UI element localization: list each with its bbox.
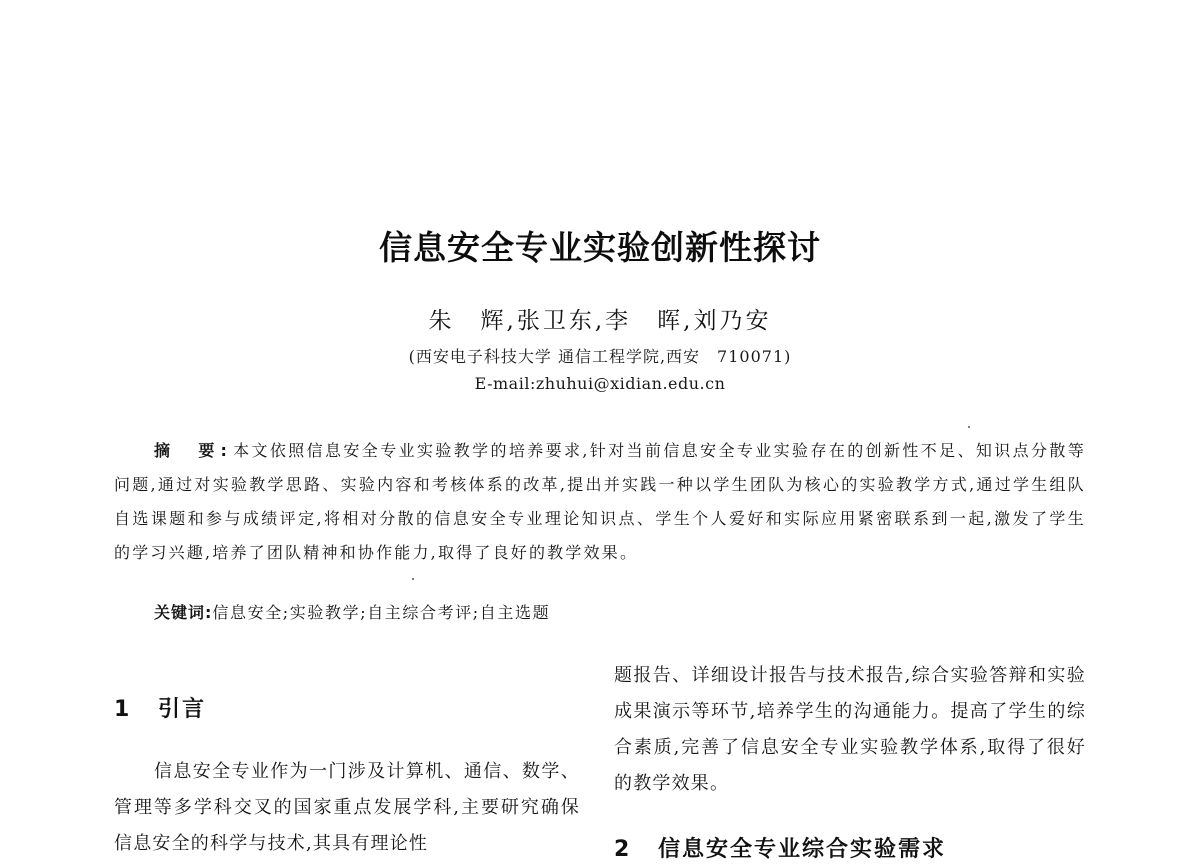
section-2-number: 2 [614, 837, 632, 862]
section-1-heading [114, 680, 580, 740]
abstract [114, 434, 1086, 570]
author-list: 朱 辉,张卫东,李 晖,刘乃安 [428, 308, 772, 334]
section-1-paragraph: 信息安全专业作为一门涉及计算机、通信、数学、管理等多学科交叉的国家重点发展学科,主要研究确保信息安全的科学与技术,其具有理论性 [114, 761, 580, 854]
right-column [614, 658, 1086, 868]
keywords-label: 关键词: [154, 603, 213, 622]
section-2-heading [614, 832, 1086, 868]
abstract-label: 摘 要: [154, 441, 233, 460]
paper-title: 信息安全专业实验创新性探讨 [379, 228, 821, 267]
scan-speck [412, 578, 414, 580]
keywords [154, 598, 1084, 628]
scan-speck [968, 426, 970, 428]
section-2-title: 信息安全专业综合实验需求 [658, 837, 947, 862]
left-column [114, 680, 580, 862]
section-1-title: 引言 [158, 697, 207, 722]
right-column-paragraph: 题报告、详细设计报告与技术报告,综合实验答辩和实验成果演示等环节,培养学生的沟通能力。提高了学生的综合素质,完善了信息安全专业实验教学体系,取得了很好的教学效果。 [614, 665, 1086, 794]
contact-email: E-mail:zhuhui@xidian.edu.cn [474, 374, 726, 393]
abstract-text: 本文依照信息安全专业实验教学的培养要求,针对当前信息安全专业实验存在的创新性不足、知识点分散等问题,通过对实验教学思路、实验内容和考核体系的改革,提出并实践一种以学生团队为核心的实验教学方式,通过学生组队自选课题和参与成绩评定,将相对分散的信息安全专业理论知识点、学生个人爱好和实际应用紧密联系到一起,激发了学生的学习兴趣,培养了团队精神和协作能力,取得了良好的教学效果。 [114, 441, 1086, 562]
keywords-text: 信息安全;实验教学;自主综合考评;自主选题 [212, 603, 551, 622]
section-1-number: 1 [114, 697, 132, 722]
author-affiliation: (西安电子科技大学 通信工程学院,西安 710071) [408, 347, 792, 366]
